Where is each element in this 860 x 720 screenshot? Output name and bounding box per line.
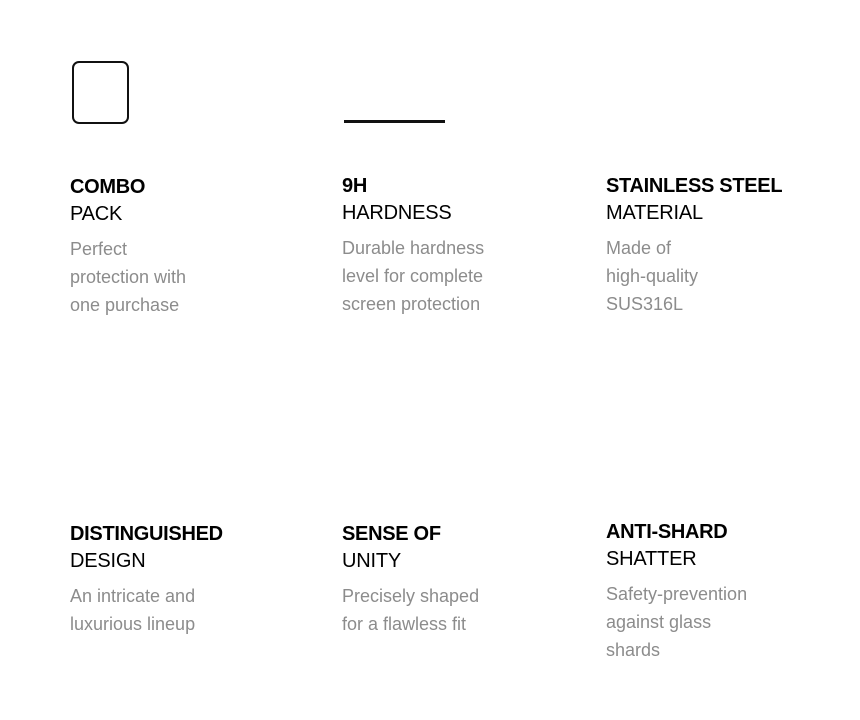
feature-description-line: one purchase xyxy=(70,295,180,315)
feature-description-line: protection with xyxy=(70,267,187,287)
feature-title: STAINLESS STEEL xyxy=(606,175,783,197)
feature-subtitle: DESIGN xyxy=(70,550,146,572)
feature-description xyxy=(70,582,310,638)
feature-description-line: luxurious lineup xyxy=(70,614,196,634)
feature-description-line: SUS316L xyxy=(606,294,684,314)
feature-description-line: high-quality xyxy=(606,266,699,286)
feature-description-line: screen protection xyxy=(342,294,481,314)
feature-description-line: against glass xyxy=(606,612,712,632)
feature-description xyxy=(342,582,582,638)
feature-description-line: Perfect xyxy=(70,239,128,259)
feature-description-line: An intricate and xyxy=(70,586,196,606)
feature-description-line: Safety-prevention xyxy=(606,584,748,604)
feature-description-line: Precisely shaped xyxy=(342,586,480,606)
feature-title: DISTINGUISHED xyxy=(70,523,223,545)
feature-description xyxy=(70,235,310,319)
square-outline-icon xyxy=(72,61,129,124)
feature-subtitle: SHATTER xyxy=(606,548,697,570)
feature-title: 9H xyxy=(342,175,367,197)
feature-title: SENSE OF xyxy=(342,523,441,545)
feature-description-line: for a flawless fit xyxy=(342,614,467,634)
feature-9h-hardness xyxy=(342,173,582,318)
feature-combo-pack xyxy=(70,174,310,319)
feature-description xyxy=(342,234,582,318)
feature-description-line: Durable hardness xyxy=(342,238,485,258)
feature-title: COMBO xyxy=(70,176,146,198)
feature-subtitle: UNITY xyxy=(342,550,402,572)
feature-description xyxy=(606,234,846,318)
feature-subtitle: PACK xyxy=(70,203,123,225)
feature-distinguished-design xyxy=(70,521,310,638)
feature-subtitle: HARDNESS xyxy=(342,202,452,224)
feature-stainless-steel xyxy=(606,173,846,318)
feature-anti-shard xyxy=(606,519,846,664)
feature-description-line: level for complete xyxy=(342,266,484,286)
feature-subtitle: MATERIAL xyxy=(606,202,703,224)
feature-title: ANTI-SHARD xyxy=(606,521,728,543)
feature-description xyxy=(606,580,846,664)
feature-description-line: Made of xyxy=(606,238,672,258)
feature-sense-of-unity xyxy=(342,521,582,638)
horizontal-line-icon xyxy=(344,120,445,123)
feature-description-line: shards xyxy=(606,640,661,660)
